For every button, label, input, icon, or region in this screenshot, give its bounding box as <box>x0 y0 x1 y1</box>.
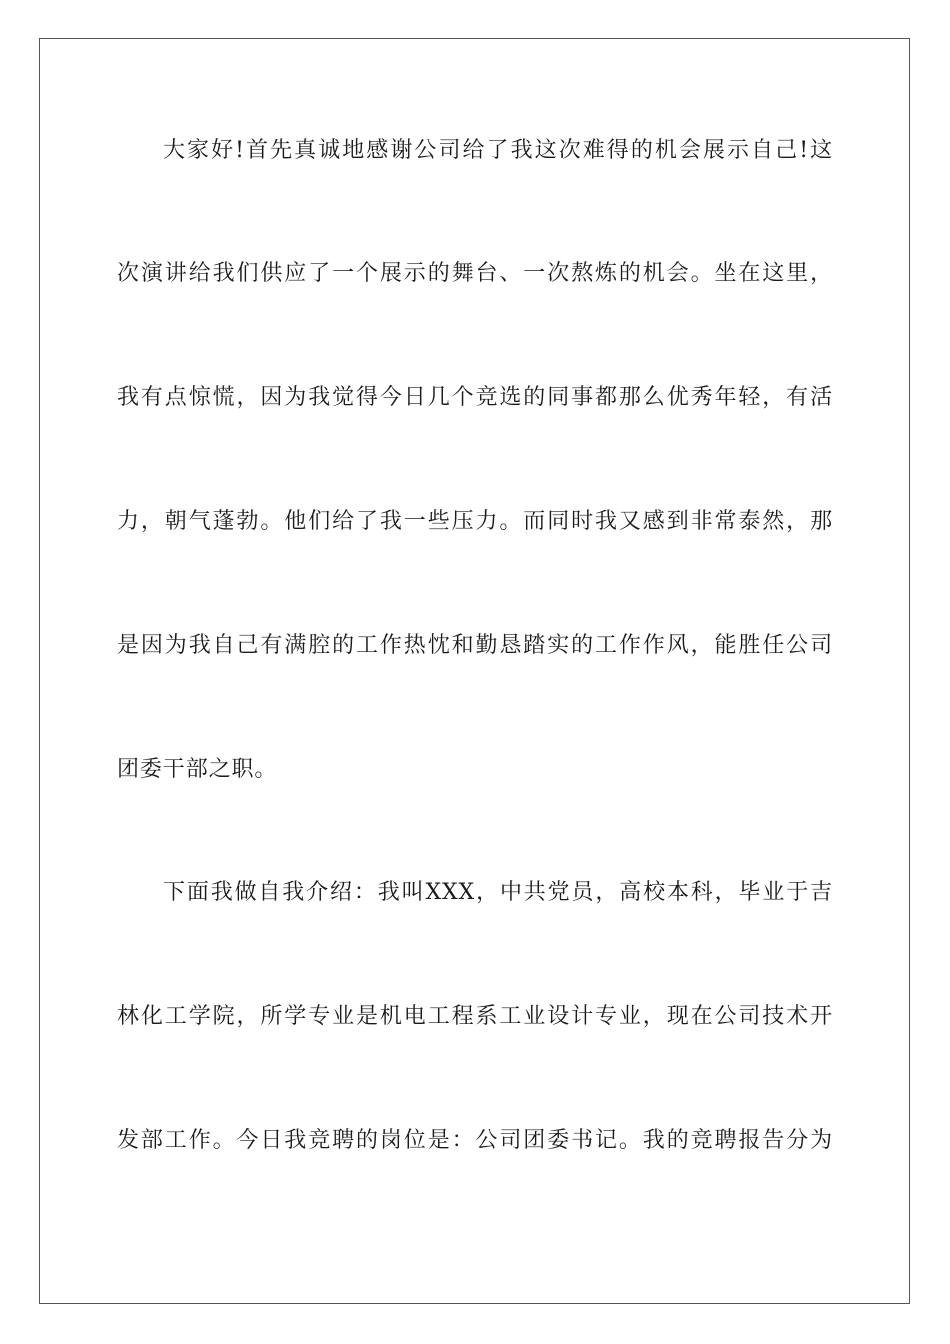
text-line: 团委干部之职。 <box>117 757 278 782</box>
text-line: 发部工作。今日我竞聘的岗位是：公司团委书记。我的竞聘报告分为 <box>117 1128 833 1153</box>
text-line: 林化工学院，所学专业是机电工程系工业设计专业，现在公司技术开 <box>117 1004 833 1029</box>
text-line: 我有点惊慌，因为我觉得今日几个竞选的同事都那么优秀年轻，有活 <box>117 385 833 410</box>
text-line: 大家好!首先真诚地感谢公司给了我这次难得的机会展示自己!这 <box>163 138 833 163</box>
text-line: 次演讲给我们供应了一个展示的舞台、一次熬炼的机会。坐在这里， <box>117 261 833 286</box>
text-line: 力，朝气蓬勃。他们给了我一些压力。而同时我又感到非常泰然，那 <box>117 509 833 534</box>
text-line: 下面我做自我介绍：我叫XXX，中共党员，高校本科，毕业于吉 <box>163 880 833 905</box>
text-line: 是因为我自己有满腔的工作热忱和勤恳踏实的工作作风，能胜任公司 <box>117 633 833 658</box>
page-border <box>39 38 910 1304</box>
